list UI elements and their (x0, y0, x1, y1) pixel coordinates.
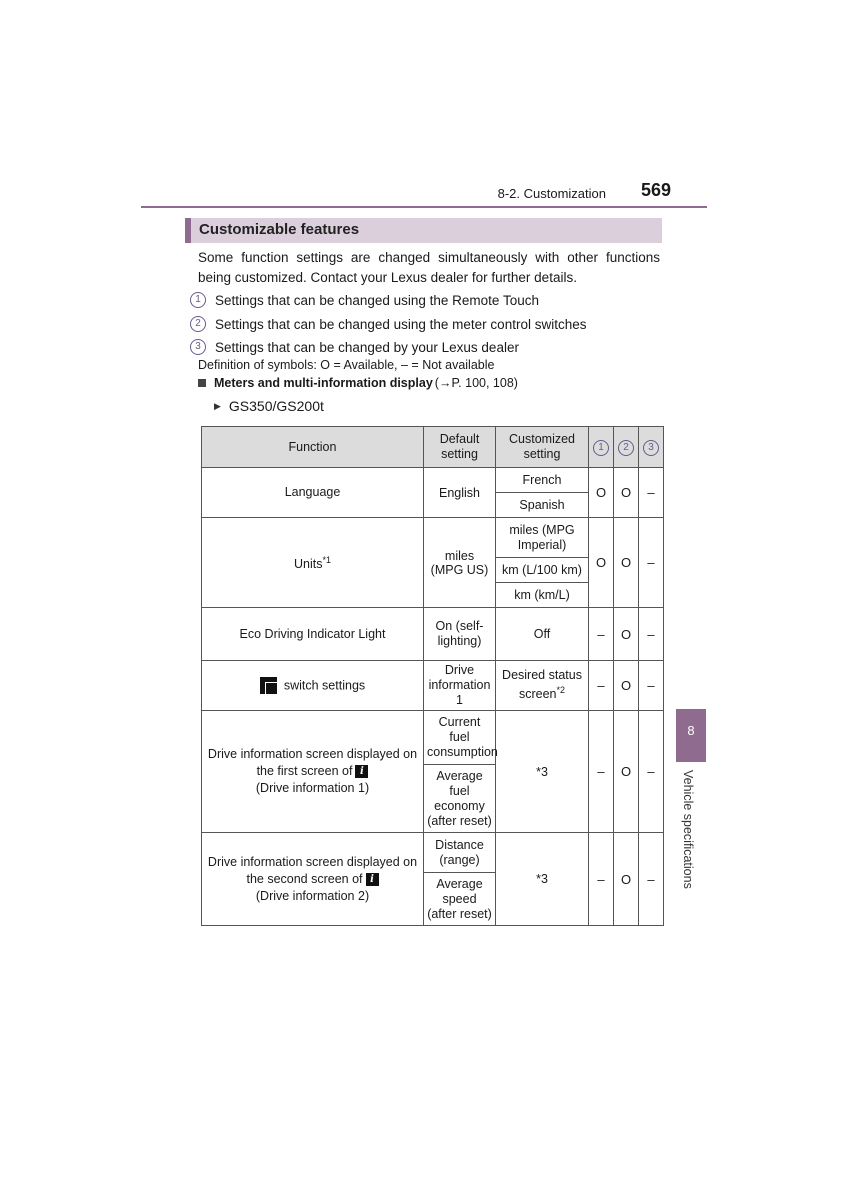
drive1-function (202, 711, 424, 833)
header-function: Function (202, 427, 424, 468)
switch-avail-3: – (639, 661, 664, 711)
table-row (202, 833, 664, 873)
eco-avail-3: – (639, 608, 664, 661)
eco-avail-1: – (589, 608, 614, 661)
numbered-item-text: Settings that can be changed using the meter control switches (215, 316, 587, 332)
header-default: Default setting (424, 427, 496, 468)
section-title: Customizable features (199, 221, 360, 238)
drive2-text: Drive information screen displayed on the second screen of (207, 854, 418, 886)
language-avail-1: O (589, 468, 614, 518)
switch-customized-text: Desired status screen (502, 668, 582, 702)
display-switch-icon (260, 677, 278, 695)
section-title-bar (185, 218, 662, 243)
circled-number-2-icon: 2 (618, 440, 634, 456)
eco-default: On (self-lighting) (424, 608, 496, 661)
switch-label: switch settings (283, 677, 366, 692)
language-avail-2: O (614, 468, 639, 518)
units-option-l100km: km (L/100 km) (496, 558, 589, 583)
square-bullet-icon (198, 379, 206, 387)
circled-number-1-icon: 1 (190, 292, 206, 308)
drive2-default-1: Distance (range) (424, 833, 496, 873)
switch-customized (496, 661, 589, 711)
drive2-avail-3: – (639, 833, 664, 926)
drive1-customized: *3 (496, 711, 589, 833)
drive1-avail-2: O (614, 711, 639, 833)
info-icon: i (355, 765, 368, 778)
model-heading (214, 398, 324, 414)
drive1-default-1: Current fuel consumption (424, 711, 496, 765)
drive1-default-2: Average fuel economy (after reset) (424, 765, 496, 833)
drive2-default-2: Average speed (after reset) (424, 873, 496, 926)
header-col-3 (639, 427, 664, 468)
meters-heading-text: Meters and multi-information display (214, 376, 433, 390)
drive2-avail-1: – (589, 833, 614, 926)
units-avail-3: – (639, 518, 664, 608)
header-divider (141, 206, 707, 208)
switch-footnote: *2 (556, 685, 566, 696)
units-avail-1: O (589, 518, 614, 608)
switch-default: Drive information 1 (424, 661, 496, 711)
drive2-avail-2: O (614, 833, 639, 926)
drive2-subtext: (Drive information 2) (255, 888, 370, 903)
drive2-customized: *3 (496, 833, 589, 926)
language-default: English (424, 468, 496, 518)
circled-number-3-icon: 3 (190, 339, 206, 355)
meters-heading (198, 376, 518, 390)
switch-avail-1: – (589, 661, 614, 711)
table-row (202, 518, 664, 558)
triangle-bullet-icon: ▶ (214, 400, 221, 411)
units-function (202, 518, 424, 608)
drive2-function (202, 833, 424, 926)
customization-table (201, 426, 664, 926)
page-number: 569 (640, 180, 671, 200)
language-function: Language (202, 468, 424, 518)
numbered-item-2 (190, 316, 586, 332)
chapter-label: Vehicle specifications (681, 770, 695, 889)
switch-avail-2: O (614, 661, 639, 711)
units-footnote: *1 (322, 554, 331, 565)
model-text: GS350/GS200t (228, 398, 324, 414)
page-reference-link[interactable]: (→P. 100, 108) (434, 376, 518, 390)
language-avail-3: – (639, 468, 664, 518)
circled-number-1-icon: 1 (593, 440, 609, 456)
chapter-tab[interactable]: 8 (676, 709, 706, 762)
language-option-spanish: Spanish (496, 493, 589, 518)
circled-number-2-icon: 2 (190, 316, 206, 332)
header-customized: Customized setting (496, 427, 589, 468)
drive1-avail-1: – (589, 711, 614, 833)
circled-number-3-icon: 3 (643, 440, 659, 456)
units-option-kml: km (km/L) (496, 583, 589, 608)
symbol-definition: Definition of symbols: O = Available, – = Not available (198, 358, 495, 372)
numbered-item-1 (190, 292, 539, 308)
numbered-item-text: Settings that can be changed by your Lexus dealer (215, 339, 519, 355)
header-col-1 (589, 427, 614, 468)
units-avail-2: O (614, 518, 639, 608)
table-row (202, 661, 664, 711)
switch-function (202, 661, 424, 711)
language-option-french: French (496, 468, 589, 493)
units-option-imperial: miles (MPG Imperial) (496, 518, 589, 558)
table-header-row (202, 427, 664, 468)
table-row (202, 711, 664, 765)
eco-avail-2: O (614, 608, 639, 661)
drive1-subtext: (Drive information 1) (255, 781, 370, 795)
numbered-item-3 (190, 339, 519, 355)
numbered-item-text: Settings that can be changed using the Remote Touch (215, 292, 539, 308)
section-reference: 8-2. Customization (497, 186, 606, 201)
units-default: miles (MPG US) (424, 518, 496, 608)
eco-customized: Off (496, 608, 589, 661)
table-row (202, 468, 664, 493)
units-label: Units (294, 557, 323, 572)
intro-paragraph: Some function settings are changed simultaneously with other functions being customized. Contact your Lexus dealer for further details. (198, 250, 660, 285)
eco-function: Eco Driving Indicator Light (202, 608, 424, 661)
info-icon: i (366, 873, 379, 886)
drive1-avail-3: – (639, 711, 664, 833)
header-col-2 (614, 427, 639, 468)
drive1-text: Drive information screen displayed on the first screen of (207, 747, 418, 778)
table-row (202, 608, 664, 661)
